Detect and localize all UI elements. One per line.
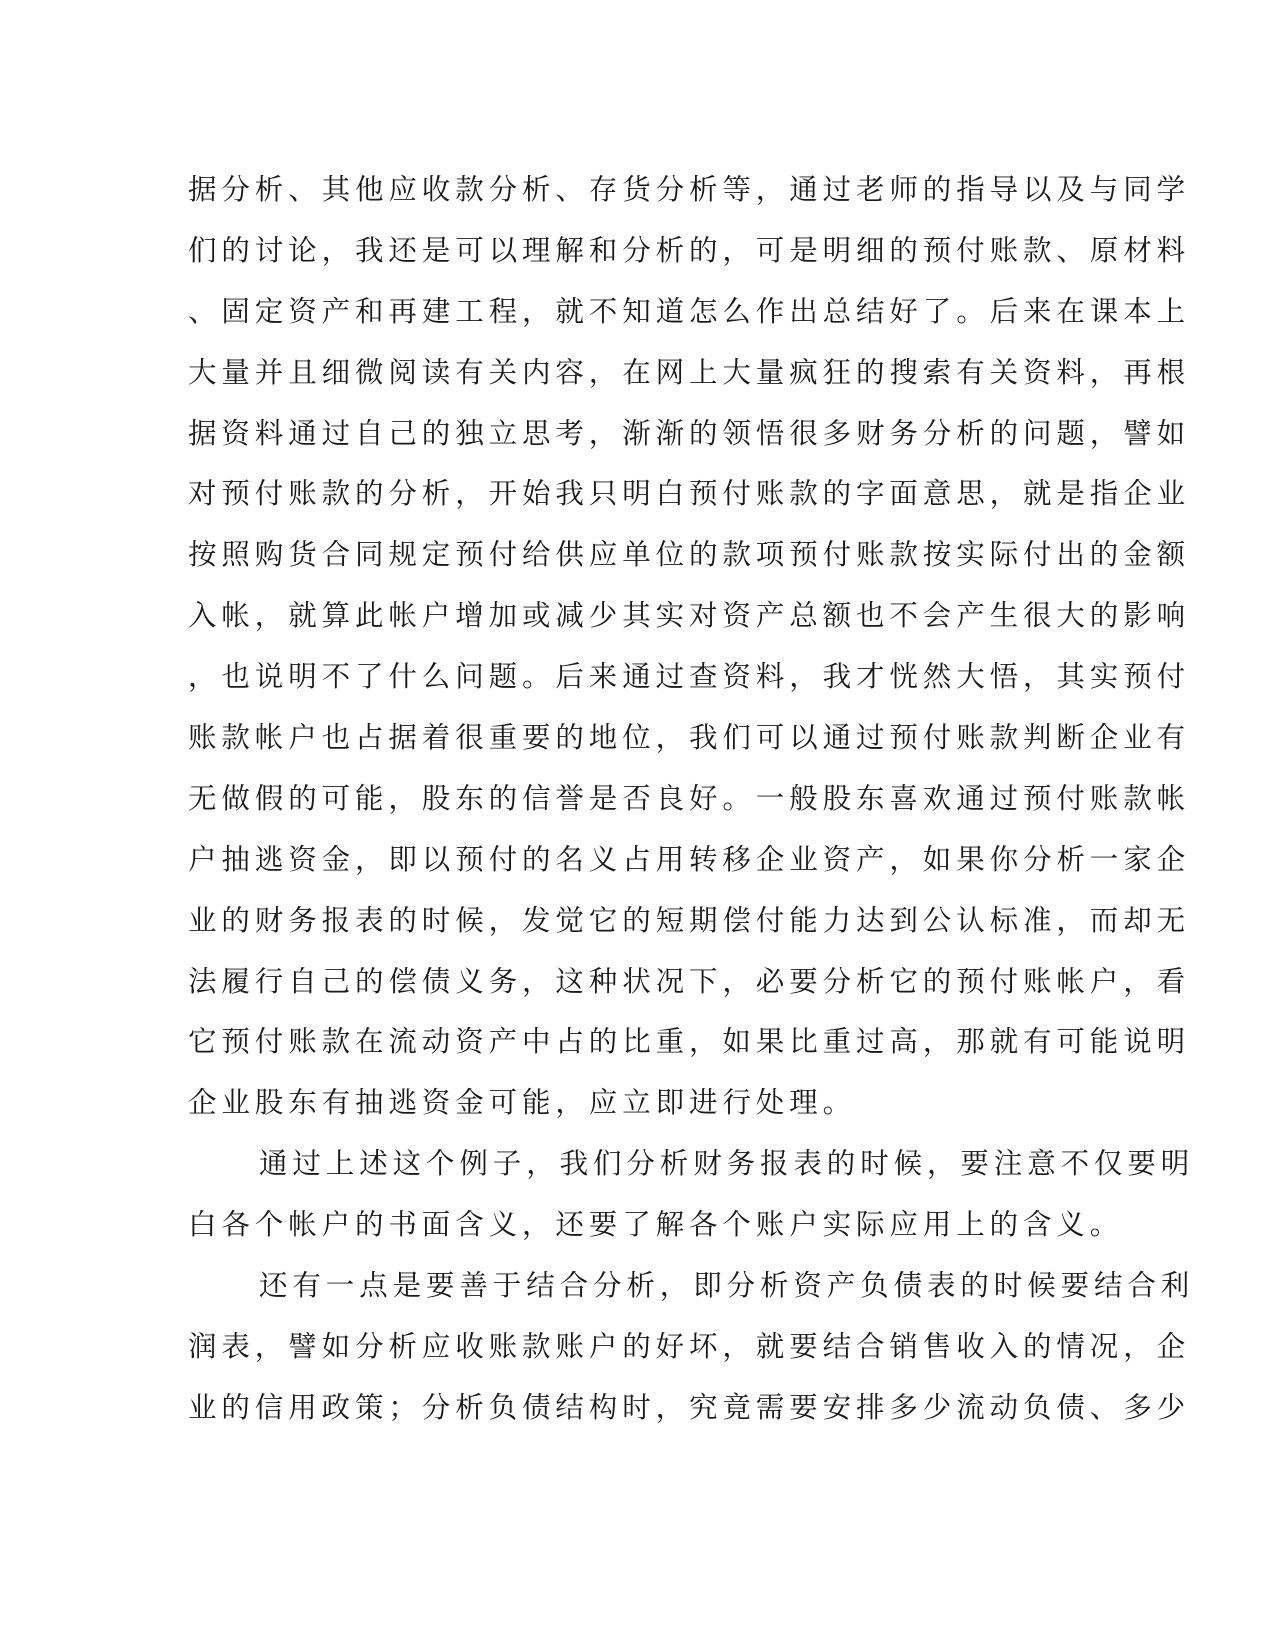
text-line: 入帐，就算此帐户增加或减少其实对资产总额也不会产生很大的影响 — [188, 599, 1191, 633]
text-line: 大量并且细微阅读有关内容，在网上大量疯狂的搜索有关资料，再根 — [188, 355, 1191, 389]
text-line: 、固定资产和再建工程，就不知道怎么作出总结好了。后来在课本上 — [188, 294, 1191, 328]
text-line: 白各个帐户的书面含义，还要了解各个账户实际应用上的含义。 — [188, 1208, 1124, 1242]
text-line: 无做假的可能，股东的信誉是否良好。一般股东喜欢通过预付账款帐 — [188, 781, 1191, 815]
text-line: 账款帐户也占据着很重要的地位，我们可以通过预付账款判断企业有 — [188, 721, 1191, 755]
text-line: 法履行自己的偿债义务，这种状况下，必要分析它的预付账帐户，看 — [188, 964, 1191, 998]
text-line: 企业股东有抽逃资金可能，应立即进行处理。 — [188, 1086, 857, 1120]
paragraph-first-line: 通过上述这个例子，我们分析财务报表的时候，要注意不仅要明 — [259, 1147, 1195, 1181]
text-line: 它预付账款在流动资产中占的比重，如果比重过高，那就有可能说明 — [188, 1025, 1191, 1059]
text-line: 对预付账款的分析，开始我只明白预付账款的字面意思，就是指企业 — [188, 477, 1191, 511]
text-line: 按照购货合同规定预付给供应单位的款项预付账款按实际付出的金额 — [188, 538, 1191, 572]
text-line: ，也说明不了什么问题。后来通过查资料，我才恍然大悟，其实预付 — [188, 660, 1191, 694]
text-line: 业的信用政策；分析负债结构时，究竟需要安排多少流动负债、多少 — [188, 1390, 1191, 1424]
body-text — [188, 160, 1195, 1439]
text-line: 据分析、其他应收款分析、存货分析等，通过老师的指导以及与同学 — [188, 173, 1191, 206]
text-line: 润表，譬如分析应收账款账户的好坏，就要结合销售收入的情况，企 — [188, 1329, 1191, 1363]
text-line: 户抽逃资金，即以预付的名义占用转移企业资产，如果你分析一家企 — [188, 842, 1191, 876]
paragraph-first-line: 还有一点是要善于结合分析，即分析资产负债表的时候要结合利 — [259, 1269, 1195, 1303]
text-line: 业的财务报表的时候，发觉它的短期偿付能力达到公认标准，而却无 — [188, 903, 1191, 937]
text-line: 据资料通过自己的独立思考，渐渐的领悟很多财务分析的问题，譬如 — [188, 416, 1191, 450]
text-line: 们的讨论，我还是可以理解和分析的，可是明细的预付账款、原材料 — [188, 233, 1191, 267]
